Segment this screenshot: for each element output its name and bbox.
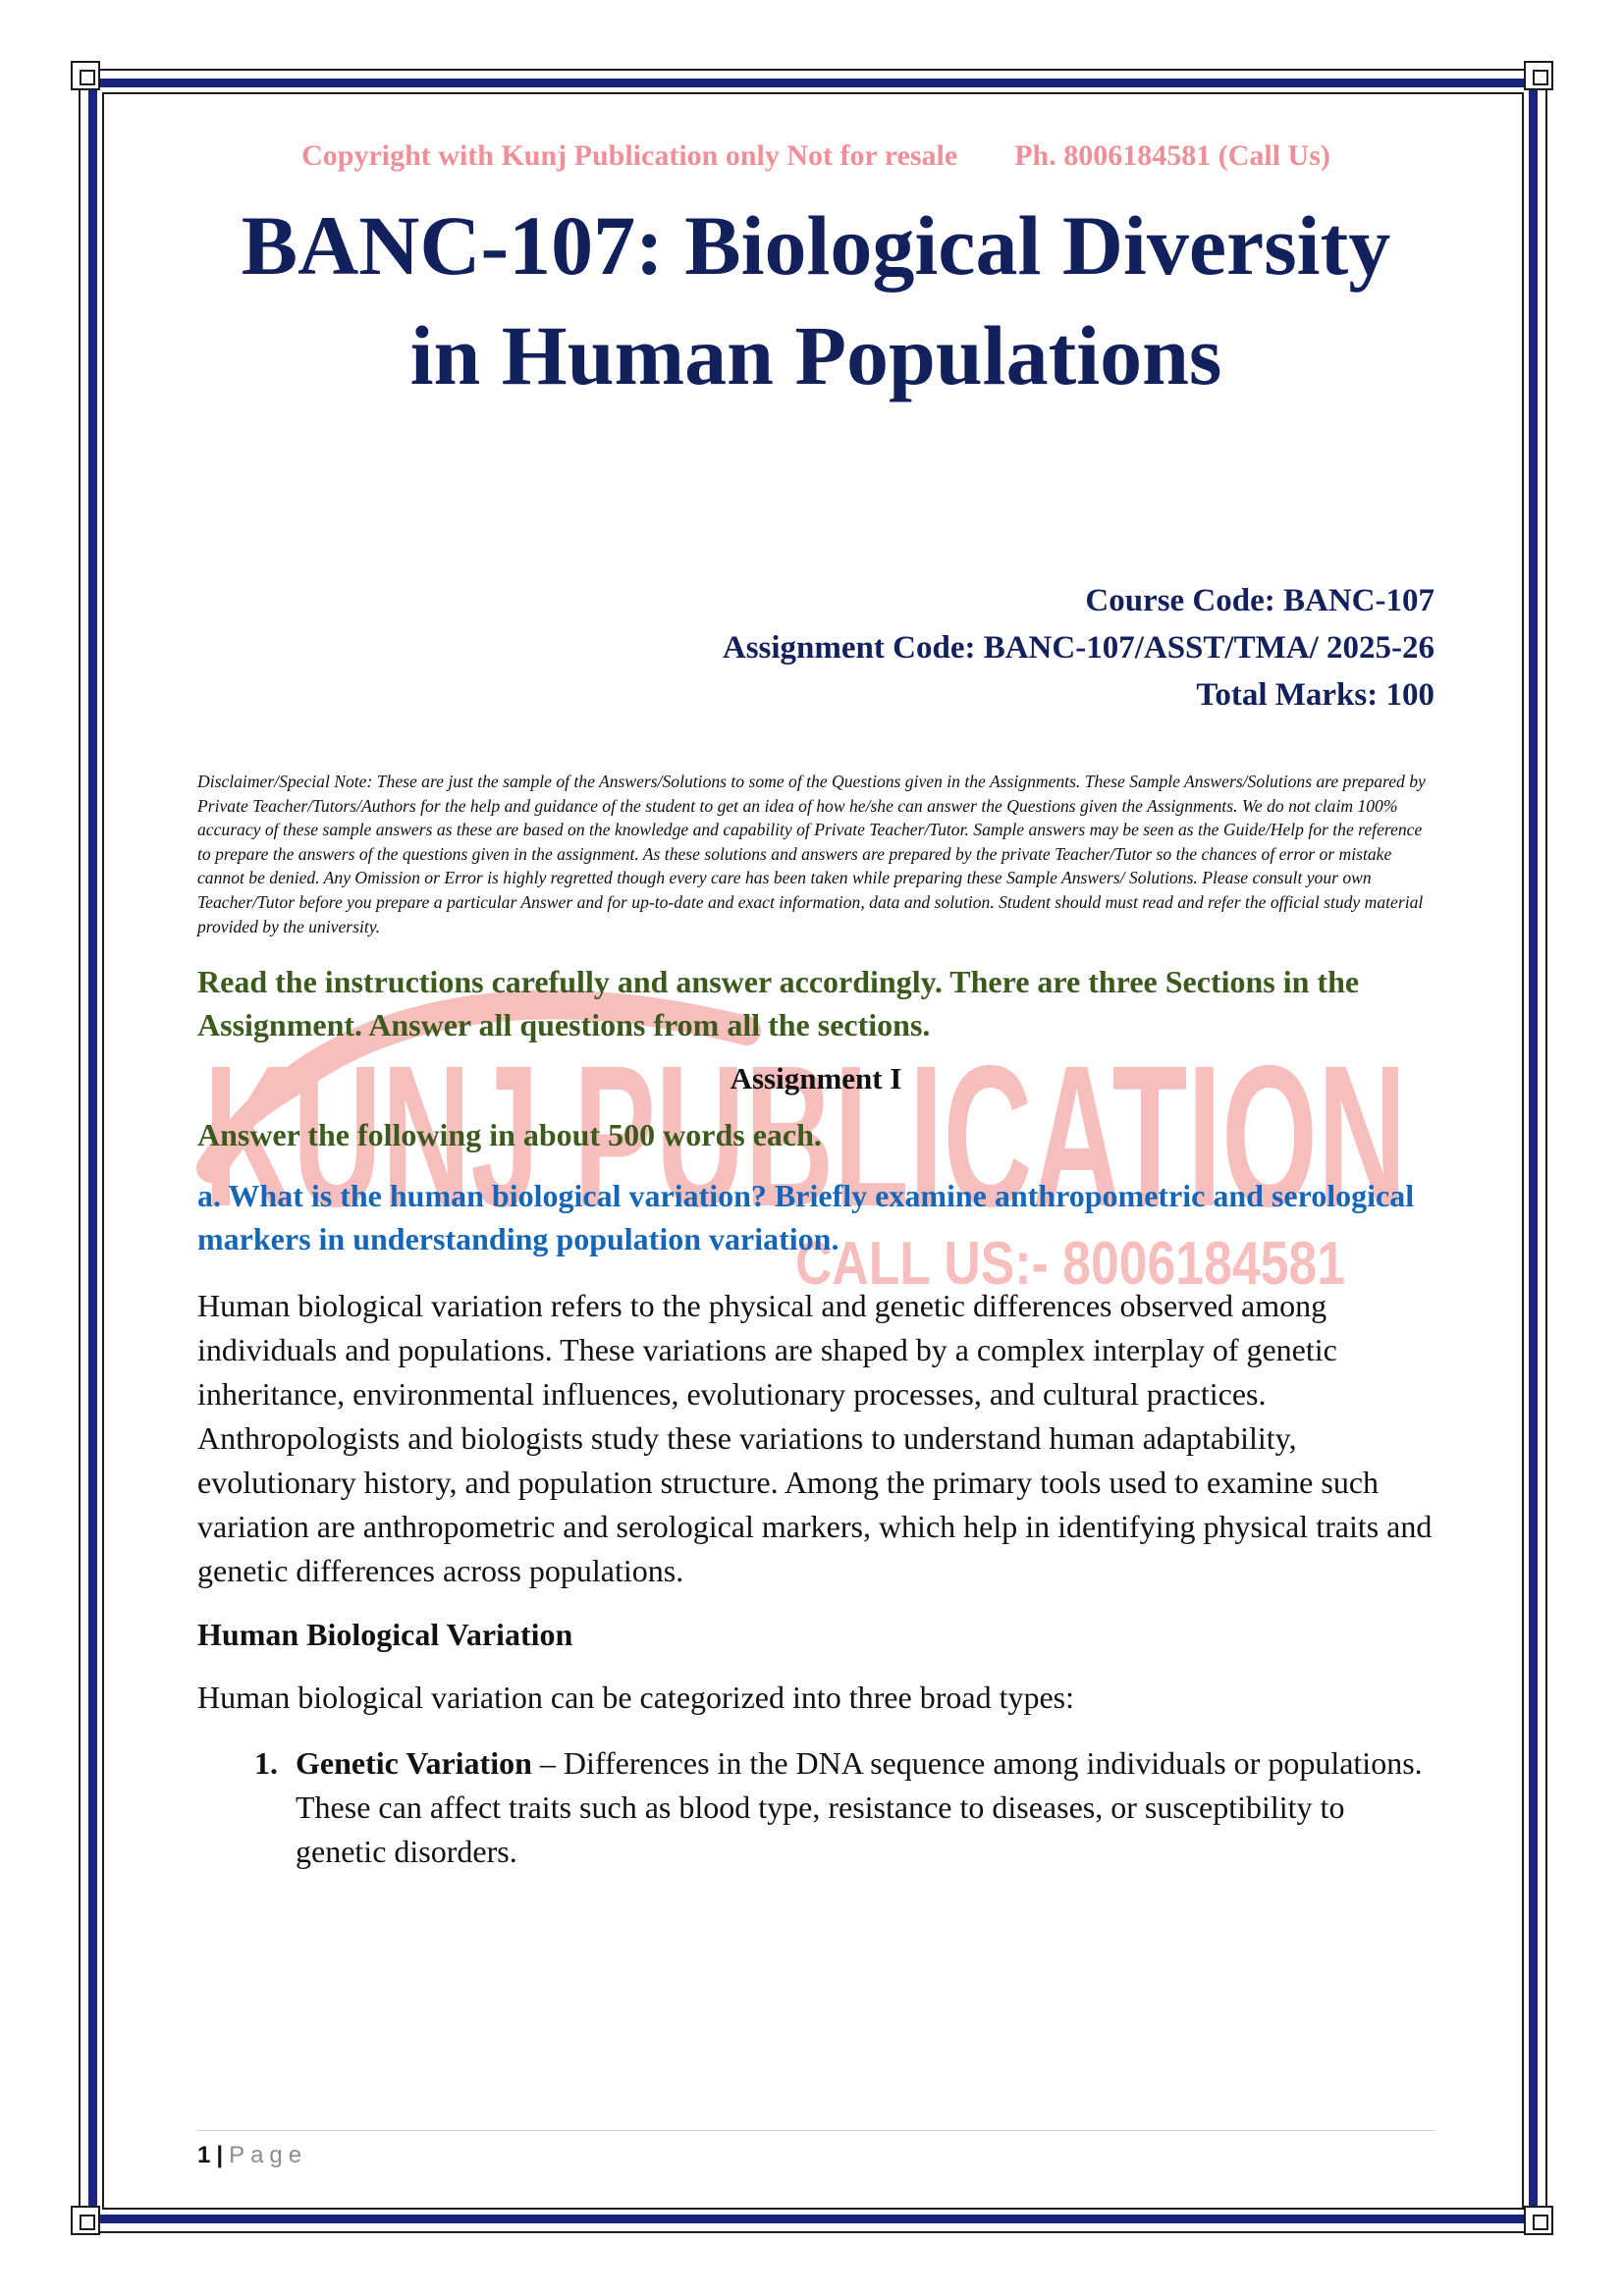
title-line-1: BANC-107: Biological Diversity xyxy=(241,198,1391,293)
document-title xyxy=(197,190,1435,410)
watermark-brand-text: KUNJ PUBLICATION xyxy=(203,1024,1407,1249)
footer-divider xyxy=(197,2130,1435,2131)
page-footer xyxy=(197,2140,307,2171)
corner-ornament-bottom-left xyxy=(71,2206,100,2235)
page-label: Page xyxy=(229,2142,308,2168)
title-line-2: in Human Populations xyxy=(409,308,1222,402)
assignment-instructions: Read the instructions carefully and answer accordingly. There are three Sections in the Assignment. Answer all questions from all the sections. xyxy=(197,964,1360,1043)
disclaimer-note: Disclaimer/Special Note: These are just the sample of the Answers/Solutions to some of the Questions given in the Assignments. These Sample Answers/Solutions are prepared by Private Teacher/Tutors/Authors for the help and guidance of the student to get an idea of how he/she can answer the Questions given the Assignments. We do not claim 100% accuracy of these sample answers as these are based on the knowledge and capability of Private Teacher/Tutor. Sample answers may be seen as the Guide/Help for the reference to prepare the answers of the questions given in the assignment. As these solutions and answers are prepared by the private Teacher/Tutor so the chances of error or mistake cannot be denied. Any Omission or Error is highly regretted though every care has been taken while preparing these Sample Answers/ Solutions. Please consult your own Teacher/Tutor before you prepare a particular Answer and for up-to-date and exact information, data and solution. Student should must read and refer the official study material provided by the university. xyxy=(197,772,1426,936)
watermark-call-text: CALL US:- 8006184581 xyxy=(795,1230,1345,1298)
assignment-title: Assignment I xyxy=(730,1061,902,1096)
section-heading: Human Biological Variation xyxy=(197,1617,573,1653)
course-meta xyxy=(197,577,1435,719)
list-item xyxy=(197,1741,1435,1874)
list-item-term: Genetic Variation xyxy=(296,1745,532,1782)
copyright-header xyxy=(197,137,1435,175)
footer-separator: | xyxy=(216,2142,224,2168)
list-item-body xyxy=(296,1741,1435,1874)
copyright-notice: Copyright with Kunj Publication only Not for resale xyxy=(301,139,958,172)
corner-ornament-top-left xyxy=(71,61,100,90)
answer-paragraph-2: Human biological variation can be categorized into three broad types: xyxy=(197,1680,1074,1716)
list-item-text: – Differences in the DNA sequence among individuals or populations. These can affect traits such as blood type, resistance to diseases, or susceptibility to genetic disorders. xyxy=(296,1745,1423,1870)
variation-types-list xyxy=(197,1741,1435,1874)
contact-phone: Ph. 8006184581 (Call Us) xyxy=(1014,139,1330,172)
corner-ornament-bottom-right xyxy=(1524,2206,1553,2235)
answer-paragraph-1: Human biological variation refers to the physical and genetic differences observed among individuals and populations. These variations are shaped by a complex interplay of genetic inheritance, environmental influences, evolutionary processes, and cultural practices. Anthropologists and biologists study these variations to understand human adaptability, evolutionary history, and population structure. Among the primary tools used to examine such variation are anthropometric and serological markers, which help in identifying physical traits and genetic differences across populations. xyxy=(197,1288,1433,1589)
total-marks: Total Marks: 100 xyxy=(1196,677,1435,713)
corner-ornament-top-right xyxy=(1524,61,1553,90)
course-code: Course Code: BANC-107 xyxy=(1085,583,1435,618)
question-a: a. What is the human biological variation? Briefly examine anthropometric and serological markers in understanding population variation. xyxy=(197,1178,1415,1257)
assignment-code: Assignment Code: BANC-107/ASST/TMA/ 2025-26 xyxy=(722,630,1435,666)
page-content xyxy=(197,137,1435,1874)
answer-instruction: Answer the following in about 500 words each. xyxy=(197,1117,822,1153)
page-number: 1 xyxy=(197,2142,211,2168)
list-item-number: 1. xyxy=(254,1745,278,1782)
